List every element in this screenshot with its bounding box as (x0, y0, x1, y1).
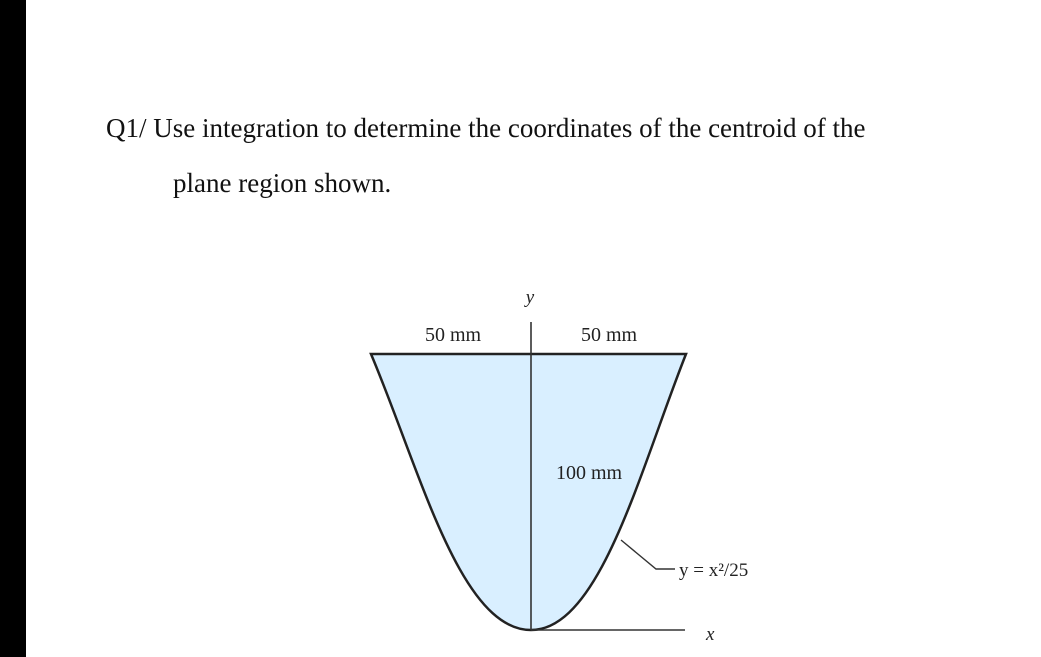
y-axis-label: y (525, 287, 535, 308)
equation-leader-line (621, 540, 675, 569)
height-label: 100 mm (555, 462, 623, 484)
question-text-line-2: plane region shown. (173, 168, 392, 198)
question-text-line-1: Q1/ Use integration to determine the coordinates of the centroid of the (106, 113, 866, 143)
right-width-label: 50 mm (580, 324, 638, 346)
left-width-label: 50 mm (424, 324, 482, 346)
x-axis-label: x (706, 624, 715, 645)
parabolic-region (371, 354, 686, 630)
curve-equation-label: y = x²/25 (679, 560, 749, 581)
